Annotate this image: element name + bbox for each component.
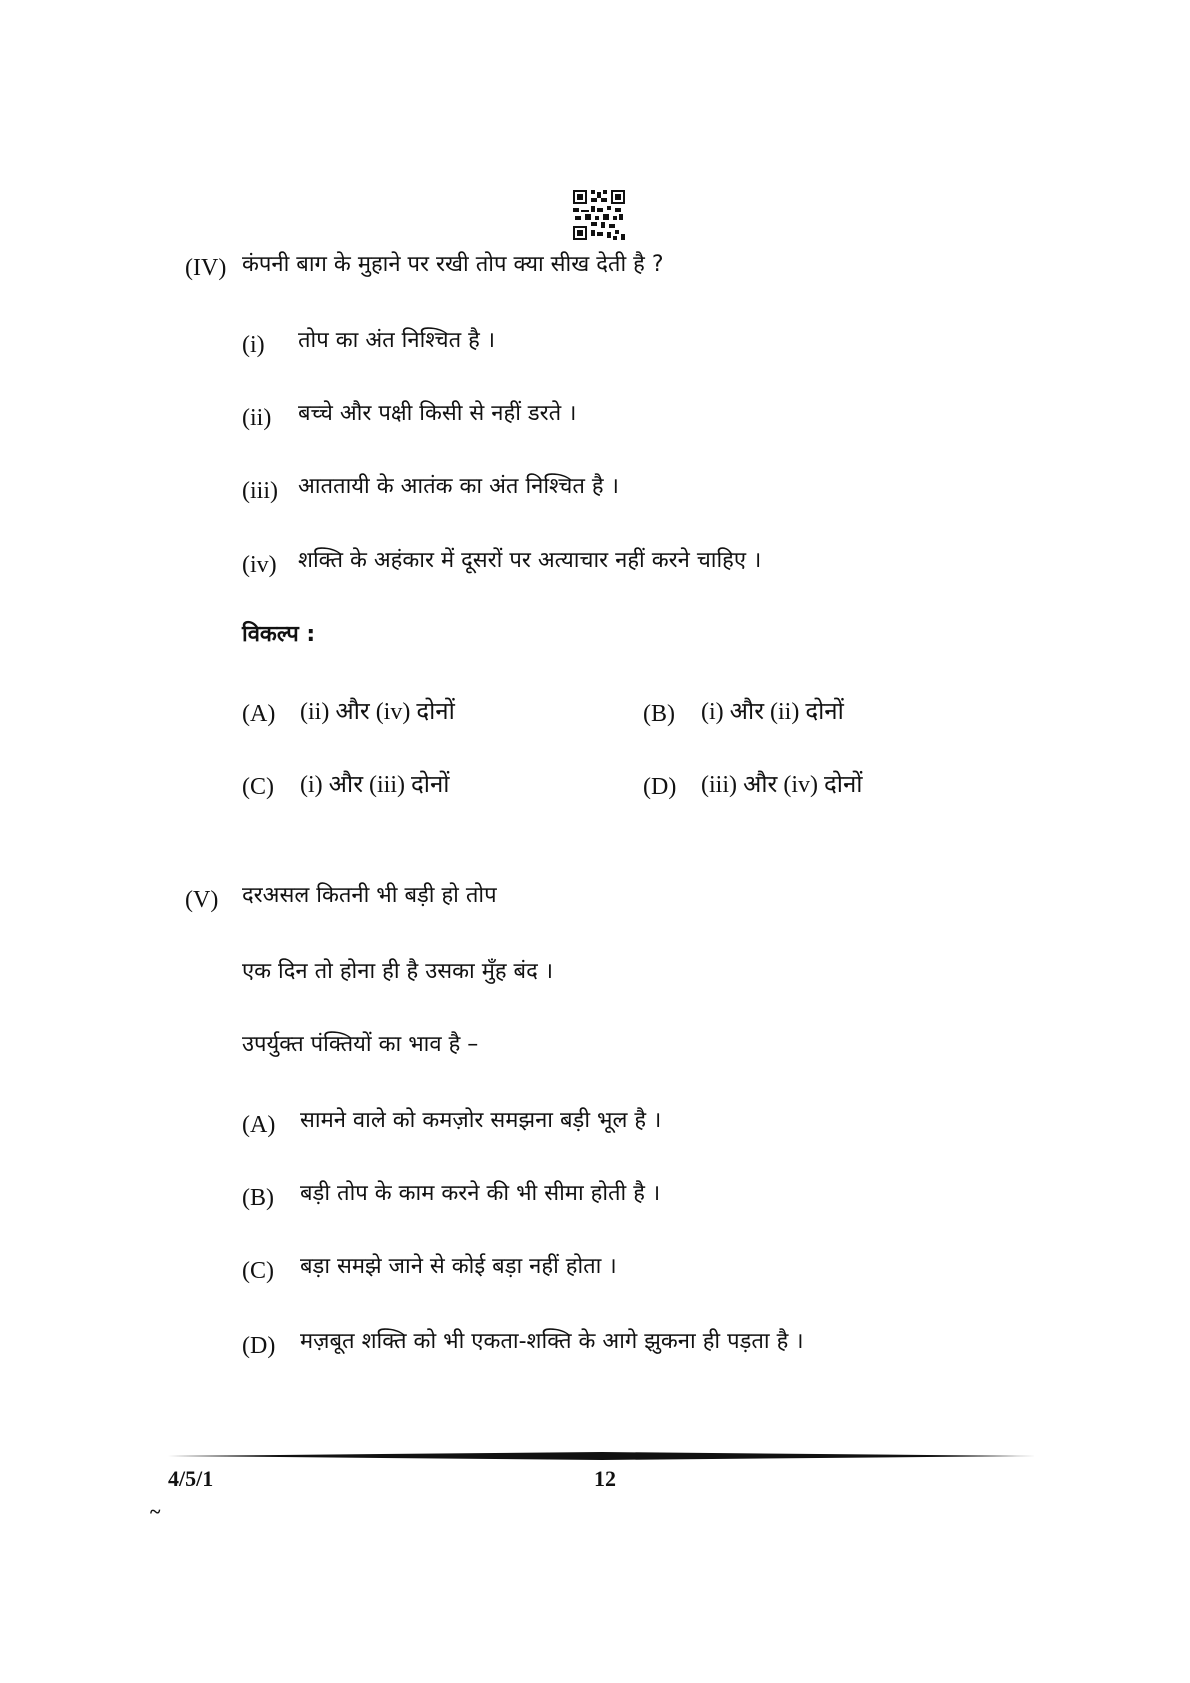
option-text: (i) और (ii) दोनों — [701, 699, 844, 725]
option-text: मज़बूत शक्ति को भी एकता-शक्ति के आगे झुकना ही पड़ता है । — [300, 1329, 804, 1354]
option-label: (A) — [242, 1112, 276, 1138]
statement-text: बच्चे और पक्षी किसी से नहीं डरते । — [298, 401, 577, 426]
option-text: (iii) और (iv) दोनों — [701, 772, 863, 798]
options-heading: विकल्प : — [242, 622, 316, 647]
question-v-line1: दरअसल कितनी भी बड़ी हो तोप — [242, 883, 497, 908]
question-iv-text: कंपनी बाग के मुहाने पर रखी तोप क्या सीख देती है ? — [242, 252, 664, 277]
footer-mark: ~ — [150, 1501, 161, 1523]
option-label: (A) — [242, 701, 276, 727]
option-text: (i) और (iii) दोनों — [300, 772, 450, 798]
option-label: (B) — [242, 1185, 274, 1211]
option-label: (C) — [242, 774, 274, 800]
option-label: (D) — [242, 1333, 276, 1359]
paper-code: 4/5/1 — [168, 1466, 214, 1491]
statement-text: तोप का अंत निश्चित है । — [298, 328, 496, 353]
page-number: 12 — [594, 1466, 616, 1491]
option-text: (ii) और (iv) दोनों — [300, 699, 455, 725]
statement-text: आततायी के आतंक का अंत निश्चित है । — [298, 474, 619, 499]
question-v-prompt: उपर्युक्त पंक्तियों का भाव है – — [242, 1032, 479, 1057]
option-label: (B) — [643, 701, 675, 727]
footer-divider — [168, 1452, 1036, 1460]
option-label: (C) — [242, 1258, 274, 1284]
option-text: सामने वाले को कमज़ोर समझना बड़ी भूल है । — [300, 1108, 662, 1133]
qr-code-icon — [573, 190, 625, 240]
statement-label: (ii) — [242, 405, 272, 431]
statement-label: (iv) — [242, 552, 277, 578]
question-iv-number: (IV) — [185, 255, 227, 281]
question-v-number: (V) — [185, 887, 219, 913]
statement-text: शक्ति के अहंकार में दूसरों पर अत्याचार नहीं करने चाहिए । — [298, 548, 762, 573]
statement-label: (i) — [242, 332, 265, 358]
question-v-line2: एक दिन तो होना ही है उसका मुँह बंद । — [242, 959, 554, 984]
statement-label: (iii) — [242, 478, 278, 504]
option-text: बड़ी तोप के काम करने की भी सीमा होती है । — [300, 1181, 661, 1206]
option-text: बड़ा समझे जाने से कोई बड़ा नहीं होता । — [300, 1254, 617, 1279]
option-label: (D) — [643, 774, 677, 800]
